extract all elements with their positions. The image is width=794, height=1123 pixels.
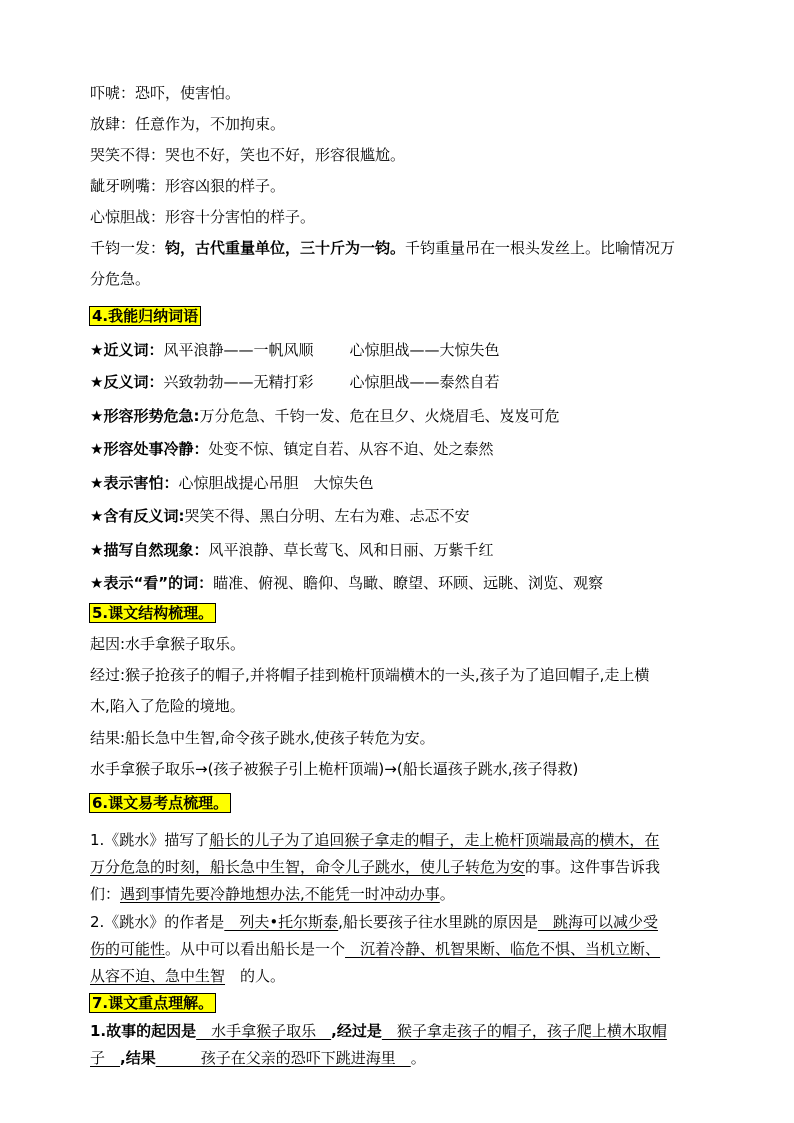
word-row: ★形容形势危急:万分危急、千钧一发、危在旦夕、火烧眉毛、岌岌可危 (90, 407, 560, 425)
word-row: ★含有反义词:哭笑不得、黑白分明、左右为难、忐忑不安 (90, 507, 470, 525)
section-7-title: 7.课文重点理解。 (92, 994, 214, 1012)
vocab-line: 放肆：任意作为，不加拘束。 (90, 115, 286, 133)
structure-line: 经过:猴子抢孩子的帽子,并将帽子挂到桅杆顶端横木的一头,孩子为了追回帽子,走上横 (90, 666, 650, 684)
word-row: ★近义词：风平浪静——一帆风顺 心惊胆战——大惊失色 (90, 341, 500, 359)
key-point-line: 1.故事的起因是 水手拿猴子取乐 ,经过是 猴子拿走孩子的帽子，孩子爬上横木取帽 (90, 1022, 667, 1040)
structure-line: 起因:水手拿猴子取乐。 (90, 635, 246, 653)
exam-line: 万分危急的时刻，船长急中生智，命令儿子跳水，使儿子转危为安的事。这件事告诉我 (90, 858, 661, 876)
key-point-line: 子 ,结果 孩子在父亲的恐吓下跳进海里 。 (90, 1049, 426, 1067)
vocab-line: 千钧一发：钧，古代重量单位，三十斤为一钧。千钧重量吊在一根头发丝上。比喻情况万 (90, 239, 676, 257)
section-4-title: 4.我能归纳词语 (92, 307, 199, 325)
word-row: ★反义词：兴致勃勃——无精打彩 心惊胆战——泰然自若 (90, 373, 500, 391)
word-row: ★表示“看”的词：瞄准、俯视、瞻仰、鸟瞰、瞭望、环顾、远眺、浏览、观察 (90, 574, 604, 592)
vocab-line: 龇牙咧嘴：形容凶狠的样子。 (90, 177, 286, 195)
vocab-line: 吓唬：恐吓，使害怕。 (90, 84, 241, 102)
section-6-title: 6.课文易考点梳理。 (92, 794, 229, 812)
exam-line: 们：遇到事情先要冷静地想办法,不能凭一时冲动办事。 (90, 885, 455, 903)
section-5-title: 5.课文结构梳理。 (92, 604, 214, 622)
word-row: ★表示害怕：心惊胆战提心吊胆 大惊失色 (90, 474, 374, 492)
word-row: ★形容处事冷静：处变不惊、镇定自若、从容不迫、处之泰然 (90, 440, 494, 458)
exam-line: 2.《跳水》的作者是 列夫•托尔斯泰,船长要孩子往水里跳的原因是 跳海可以减少受 (90, 913, 658, 931)
exam-line: 伤的可能性。从中可以看出船长是一个 沉着冷静、机智果断、临危不惧、当机立断、 (90, 940, 661, 958)
vocab-line: 心惊胆战：形容十分害怕的样子。 (90, 208, 316, 226)
structure-line: 木,陷入了危险的境地。 (90, 697, 245, 715)
vocab-line: 分危急。 (90, 270, 151, 288)
exam-line: 1.《跳水》描写了船长的儿子为了追回猴子拿走的帽子，走上桅杆顶端最高的横木，在 (90, 831, 660, 849)
structure-line: 结果:船长急中生智,命令孩子跳水,使孩子转危为安。 (90, 729, 435, 747)
structure-line: 水手拿猴子取乐→(孩子被猴子引上桅杆顶端)→(船长逼孩子跳水,孩子得救) (90, 760, 579, 778)
exam-line: 从容不迫、急中生智 的人。 (90, 967, 286, 985)
vocab-line: 哭笑不得：哭也不好，笑也不好，形容很尴尬。 (90, 146, 406, 164)
word-row: ★描写自然现象：风平浪静、草长莺飞、风和日丽、万紫千红 (90, 541, 494, 559)
